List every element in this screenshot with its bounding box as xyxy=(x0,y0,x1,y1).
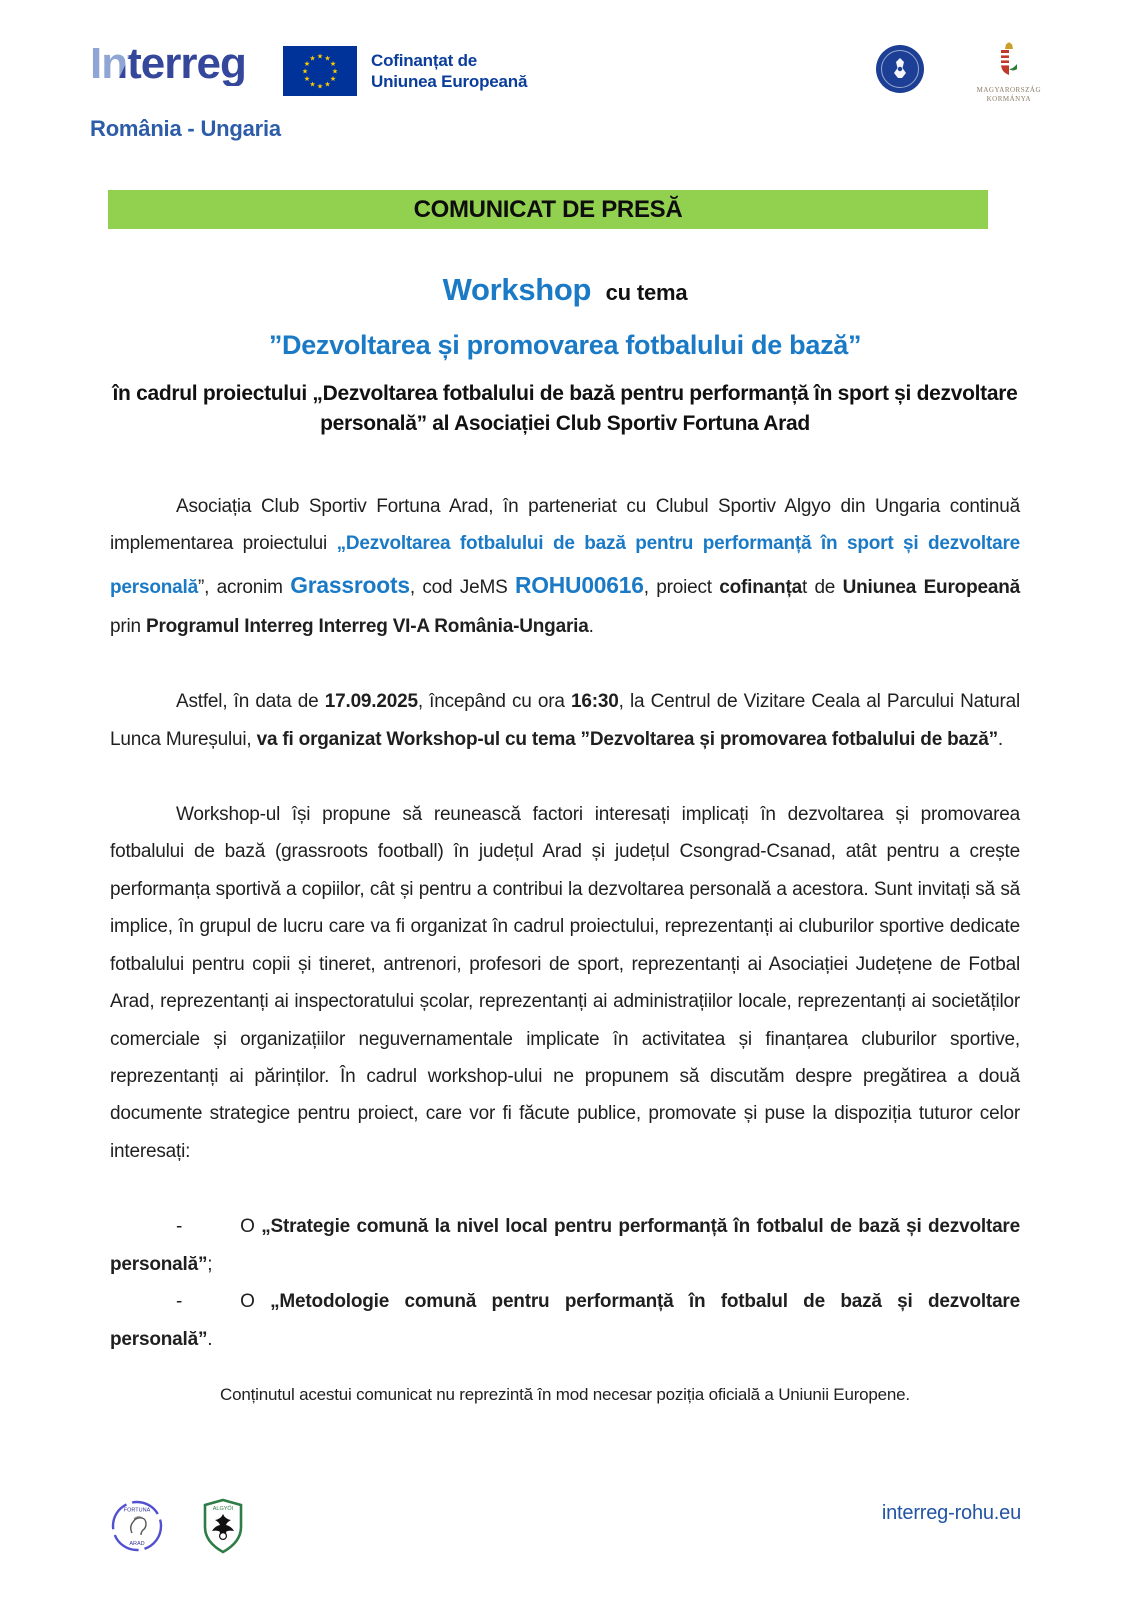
eu-caption-line1: Cofinanțat de xyxy=(371,50,478,70)
bullet-methodology: - O „Metodologie comună pentru performanță în fotbalul de bază și dezvoltare personală”. xyxy=(110,1291,1020,1350)
cu-tema-label: cu tema xyxy=(605,280,688,305)
svg-text:ARAD: ARAD xyxy=(129,1541,145,1547)
svg-text:FORTUNA: FORTUNA xyxy=(123,1507,151,1514)
svg-text:★: ★ xyxy=(309,54,316,63)
romanian-government-seal-icon xyxy=(875,44,925,94)
body-text xyxy=(110,488,1020,1358)
svg-text:★: ★ xyxy=(329,60,337,68)
workshop-heading xyxy=(110,272,1020,308)
paragraph-workshop-purpose: Workshop-ul își propune să reunească factori interesați implicați în dezvoltarea și promovarea fotbalului de bază (grassroots football) în județul Arad și județul Csongrad-Csanad, atât pentru a crește performanța sportivă a copiilor, cât și pentru a contribui la dezvoltarea personală a acestora. Sunt invitați să să implice, în grupul de lucru care va fi organizat în cadrul proiectului, reprezentanți ai cluburilor sportive dedicate fotbalului pentru copii și tineret, antrenori, profesori de sport, reprezentanți ai Asociației Județene de Fotbal Arad, reprezentanți ai inspectoratului școlar, reprezentanți ai administrațiilor locale, reprezentanți ai societăților comerciale și organizațiilor neguvernamentale implicate în activitatea și finanțarea cluburilor sportive, reprezentanți ai părinților. În cadrul workshop-ului ne propunem să discutăm despre pregătirea a două documente strategice pentru proiect, care vor fi făcute publice, promovate și puse la dispoziția tuturor celor interesați: xyxy=(110,804,1020,1162)
hungarian-government-logo xyxy=(977,42,1041,104)
svg-text:★: ★ xyxy=(331,67,339,76)
eu-disclaimer: Conținutul acestui comunicat nu reprezintă în mod necesar poziția oficială a Uniunii Europene. xyxy=(220,1385,910,1404)
eu-cofunding-caption xyxy=(371,50,527,93)
bullet-strategy: - O „Strategie comună la nivel local pentru performanță în fotbalul de bază și dezvoltare personală”; xyxy=(110,1216,1020,1275)
press-release-banner xyxy=(108,190,988,229)
subtitle: în cadrul proiectului „Dezvoltarea fotbalului de bază pentru performanță în sport și dezvoltare personală” al Asociației Club Sportiv Fortuna Arad xyxy=(112,382,1018,436)
paragraph-project-intro: Asociația Club Sportiv Fortuna Arad, în parteneriat cu Clubul Sportiv Algyo din Ungaria continuă implementarea proiectului „Dezvoltarea fotbalului de bază pentru performanță în sport și dezvoltare personală”, acronim Grassroots, cod JeMS ROHU00616, proiect cofinanțat de Uniunea Europeană prin Programul Interreg Interreg VI-A România-Ungaria. xyxy=(110,496,1020,637)
paragraph-event-details: Astfel, în data de 17.09.2025, începând cu ora 16:30, la Centrul de Vizitare Ceala al Parcului Natural Lunca Mureșului, va fi organizat Workshop-ul cu tema ”Dezvoltarea și promovarea fotbalului de bază”. xyxy=(110,691,1020,750)
svg-text:★: ★ xyxy=(309,80,316,89)
svg-text:★: ★ xyxy=(303,75,311,83)
svg-text:★: ★ xyxy=(303,60,311,68)
government-logos xyxy=(875,42,1041,104)
svg-text:ALGYŐI: ALGYŐI xyxy=(212,1506,234,1512)
eu-flag-icon xyxy=(283,46,357,96)
svg-text:★: ★ xyxy=(316,82,324,91)
svg-text:★: ★ xyxy=(324,54,331,63)
interreg-wordmark: Interreg xyxy=(90,39,246,88)
program-website-link[interactable]: interreg-rohu.eu xyxy=(881,1502,1021,1524)
algyo-club-logo-icon xyxy=(200,1498,246,1554)
svg-text:★: ★ xyxy=(324,80,331,89)
program-name: România - Ungaria xyxy=(90,116,281,141)
eu-caption-line2: Uniunea Europeană xyxy=(371,72,528,91)
fortuna-arad-club-logo-icon xyxy=(110,1499,164,1553)
banner-title: COMUNICAT DE PRESĂ xyxy=(413,195,683,223)
document-footer xyxy=(110,1498,1021,1568)
hungarian-government-caption: MAGYARORSZÁG KORMÁNYA xyxy=(976,86,1041,104)
svg-text:★: ★ xyxy=(301,67,309,76)
eu-cofunding-logo xyxy=(283,46,527,96)
partner-club-logos xyxy=(110,1498,246,1554)
heading-area xyxy=(110,272,1020,440)
main-title: ”Dezvoltarea și promovarea fotbalului de bază” xyxy=(268,330,862,360)
interreg-logo xyxy=(90,39,246,88)
svg-text:★: ★ xyxy=(329,75,337,83)
workshop-word: Workshop xyxy=(442,272,592,307)
document-header xyxy=(90,39,1041,152)
hungarian-coat-of-arms-icon xyxy=(994,42,1024,84)
svg-text:★: ★ xyxy=(316,52,324,61)
